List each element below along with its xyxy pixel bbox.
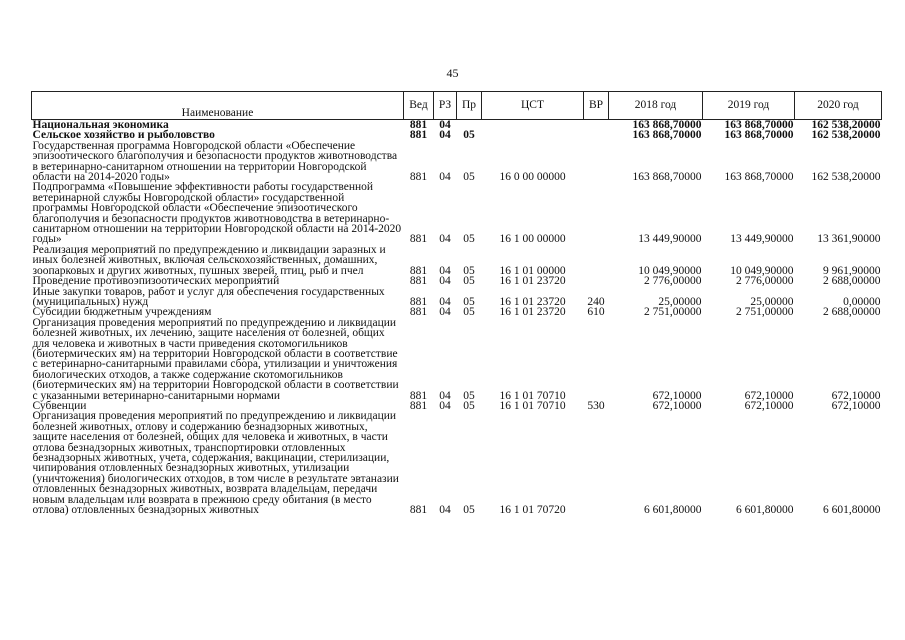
cell-2020: 162 538,20000 (811, 119, 881, 131)
cell-2019: 672,10000 (744, 399, 794, 412)
cell-pr: 05 (463, 233, 475, 246)
cell-cst: 16 1 01 70710 (499, 399, 566, 412)
cell-name: Проведение противоэпизоотических мероприятий (32, 275, 280, 288)
cell-ved: 881 (409, 306, 428, 319)
cell-2020: 672,10000 (831, 389, 881, 402)
cell-pr: 05 (463, 264, 475, 277)
cell-rz: 04 (439, 264, 451, 277)
cell-2019: 163 868,70000 (724, 171, 794, 184)
cell-cst: 16 1 01 70710 (499, 389, 566, 402)
cell-2018: 163 868,70000 (632, 129, 702, 142)
cell-cst: 16 1 01 00000 (499, 264, 566, 277)
cell-2018: 10 049,90000 (638, 264, 702, 277)
cell-pr: 05 (463, 389, 475, 402)
cell-name: Сельское хозяйство и рыболовство (32, 129, 215, 142)
cell-rz: 04 (439, 504, 451, 517)
cell-cst (482, 130, 584, 140)
cell-2020: 162 538,20000 (811, 129, 881, 142)
cell-2020: 13 361,90000 (817, 233, 881, 246)
cell-vr (584, 141, 609, 183)
cell-rz: 04 (439, 389, 451, 402)
cell-vr: 240 (587, 295, 605, 308)
cell-cst: 16 1 01 23720 (499, 295, 566, 308)
table-row (32, 182, 882, 244)
cell-vr: 610 (587, 306, 605, 319)
cell-2019: 163 868,70000 (724, 129, 794, 142)
cell-ved: 881 (409, 129, 428, 142)
cell-ved: 881 (409, 295, 428, 308)
cell-vr (584, 318, 609, 401)
cell-ved: 881 (409, 119, 428, 131)
cell-pr: 05 (463, 399, 475, 412)
col-header-ved: Вед (404, 92, 434, 120)
cell-2019: 672,10000 (744, 389, 794, 402)
col-header-vr: ВР (584, 92, 609, 120)
table-row (32, 141, 882, 183)
cell-2018: 2 776,00000 (644, 275, 702, 288)
cell-name: Иные закупки товаров, работ и услуг для обеспечения государственных (муниципальных) нужд (32, 285, 385, 308)
cell-cst: 16 1 00 00000 (499, 233, 566, 246)
cell-rz: 04 (439, 399, 451, 412)
table-row (32, 276, 882, 286)
col-header-name: Наименование (32, 92, 404, 120)
cell-name: Национальная экономика (32, 119, 169, 131)
col-header-2020: 2020 год (795, 92, 882, 120)
cell-rz: 04 (439, 306, 451, 319)
cell-ved: 881 (409, 264, 428, 277)
cell-2020: 9 961,90000 (823, 264, 881, 277)
cell-vr (584, 182, 609, 244)
cell-name: Государственная программа Новгородской области «Обеспечение эпизоотического благополучия и безопасности продуктов животноводства в ветеринарно-санитарном отношении на территории Новгородской области на 2014-2020 годы» (32, 139, 398, 184)
cell-ved: 881 (409, 399, 428, 412)
cell-2020: 2 688,00000 (823, 275, 881, 288)
table-row (32, 287, 882, 308)
cell-2019: 2 751,00000 (736, 306, 794, 319)
cell-pr: 05 (463, 275, 475, 288)
cell-2019: 10 049,90000 (730, 264, 794, 277)
cell-cst: 16 1 01 23720 (499, 275, 566, 288)
cell-rz: 04 (439, 119, 451, 131)
cell-2019: 25,00000 (750, 295, 794, 308)
cell-rz: 04 (439, 233, 451, 246)
cell-rz: 04 (439, 295, 451, 308)
cell-cst: 16 0 00 00000 (499, 171, 566, 184)
cell-ved: 881 (409, 171, 428, 184)
cell-2019: 163 868,70000 (724, 119, 794, 131)
cell-2018: 672,10000 (652, 399, 702, 412)
cell-pr: 05 (463, 129, 475, 142)
cell-vr (584, 130, 609, 140)
cell-ved: 881 (409, 389, 428, 402)
col-header-2019: 2019 год (703, 92, 795, 120)
cell-ved: 881 (409, 275, 428, 288)
cell-vr (584, 245, 609, 276)
cell-name: Субсидии бюджетным учреждениям (32, 306, 212, 319)
col-header-pr: Пр (457, 92, 482, 120)
cell-2018: 25,00000 (658, 295, 702, 308)
cell-ved: 881 (409, 504, 428, 517)
cell-name: Подпрограмма «Повышение эффективности работы государственной ветеринарной службы Новгородской области» государственной программы Новгородской области «Обеспечение эпизоотического благополучия и безопасности продуктов животноводства в ветеринарно-санитарном отношении на территории Новгородской области на 2014-2020 годы» (32, 181, 402, 246)
cell-2019: 6 601,80000 (736, 504, 794, 517)
cell-2018: 163 868,70000 (632, 171, 702, 184)
col-header-cst: ЦСТ (482, 92, 584, 120)
cell-rz: 04 (439, 129, 451, 142)
cell-pr: 05 (463, 295, 475, 308)
cell-2020: 6 601,80000 (823, 504, 881, 517)
table-row (32, 245, 882, 276)
budget-table (31, 91, 882, 515)
page-number: 45 (446, 66, 459, 80)
cell-name: Субвенции (32, 399, 87, 412)
cell-cst (482, 120, 584, 131)
table-row (32, 411, 882, 515)
cell-vr (584, 411, 609, 515)
cell-ved: 881 (409, 233, 428, 246)
cell-pr: 05 (463, 504, 475, 517)
cell-rz: 04 (439, 171, 451, 184)
cell-2018: 163 868,70000 (632, 119, 702, 131)
cell-2020: 0,00000 (843, 295, 881, 308)
col-header-2018: 2018 год (609, 92, 703, 120)
cell-cst: 16 1 01 70720 (499, 504, 566, 517)
cell-2020: 2 688,00000 (823, 306, 881, 319)
cell-2019: 13 449,90000 (730, 233, 794, 246)
cell-2019: 2 776,00000 (736, 275, 794, 288)
cell-pr: 05 (463, 171, 475, 184)
cell-cst: 16 1 01 23720 (499, 306, 566, 319)
cell-name: Реализация мероприятий по предупреждению и ликвидации заразных и иных болезней животных, включая сельскохозяйственных, домашних, зоопарковых и других животных, пушных зверей, птиц, рыб и пчел (32, 243, 386, 277)
header-row (32, 92, 882, 120)
col-header-rz: РЗ (434, 92, 457, 120)
cell-2020: 672,10000 (831, 399, 881, 412)
cell-vr (584, 120, 609, 131)
cell-vr (584, 276, 609, 286)
cell-2018: 13 449,90000 (638, 233, 702, 246)
cell-2018: 672,10000 (652, 389, 702, 402)
cell-2018: 2 751,00000 (644, 306, 702, 319)
table-row (32, 318, 882, 401)
cell-name: Организация проведения мероприятий по предупреждению и ликвидации болезней животных, их лечению, защите населения от болезней, общих для человека и животных в части приведения скотомогильников (биотермических ям) на территории Новгородской области в соответствие с ветеринарно-санитарными правилами сбора, утилизации и уничтожения биологических отходов, а также содержание скотомогильников (биотермических ям) на территории Новгородской области в соответствии с указанными ветеринарно-санитарными нормами (32, 316, 399, 402)
cell-pr: 05 (463, 306, 475, 319)
cell-vr: 530 (587, 399, 605, 412)
cell-2018: 6 601,80000 (644, 504, 702, 517)
cell-rz: 04 (439, 275, 451, 288)
cell-name: Организация проведения мероприятий по предупреждению и ликвидации болезней животных, отлову и содержанию безнадзорных животных, защите населения от болезней, общих для человека и животных, в части отлова безнадзорных животных, транспортировки отловленных безнадзорных животных, учета, содержания, вакцинации, стерилизации, чипирования отловленных безнадзорных животных, утилизации (уничтожения) биологических отходов, в том числе в результате эвтаназии отловленных безнадзорных животных, возврата владельцам, передачи новым владельцам или возврата в прежнюю среду обитания (в место отлова) отловленных безнадзорных животных (32, 410, 399, 517)
cell-2020: 162 538,20000 (811, 171, 881, 184)
